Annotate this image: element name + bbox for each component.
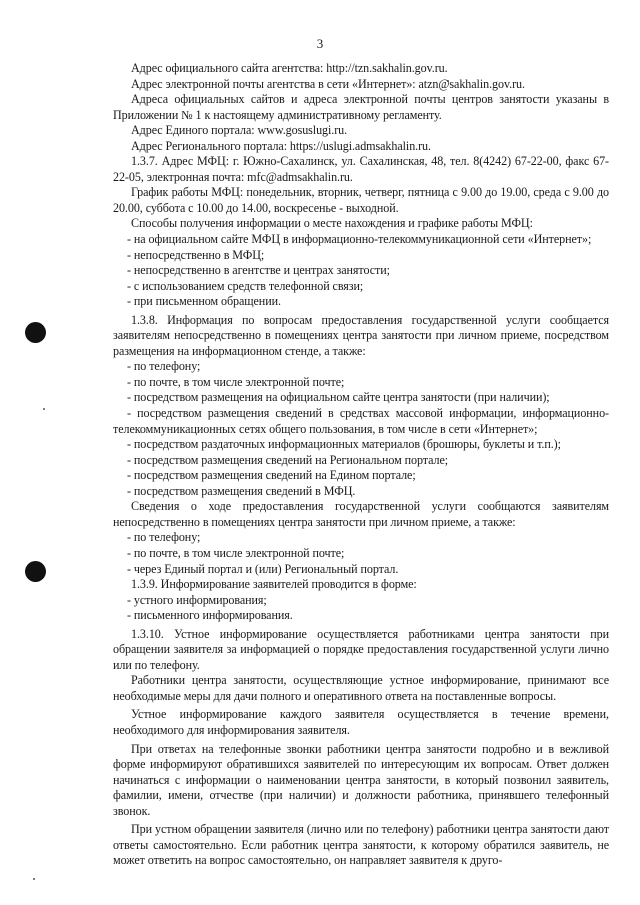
list-item: - при письменном обращении.: [127, 294, 281, 309]
paragraph: При ответах на телефонные звонки работники центра занятости подробно и в вежливой форме информируют обратившихся заявителей по интересующим их вопросам. Ответ должен начинаться с информации о наименовании центра занятости, в который позвонил заявитель, фамилии, имени, отчестве (при наличии) и должности работника, принявшего телефонный звонок.: [113, 741, 609, 818]
list-item: - устного информирования;: [127, 592, 267, 607]
list-item: - посредством размещения сведений в средствах массовой информации, информационно-телекоммуникационных сетях общего пользования, в том числе в сети «Интернет»;: [113, 406, 609, 436]
list-item: - через Единый портал и (или) Региональный портал.: [127, 561, 399, 576]
paragraph: Адрес официального сайта агентства: http://tzn.sakhalin.gov.ru.: [131, 61, 448, 75]
paragraph: При устном обращении заявителя (лично или по телефону) работники центра занятости дают ответы самостоятельно. Если работник центра занятости, к которому обратился заявитель, не может ответить на вопрос самостоятельно, он направляет заявителя к друго-: [113, 822, 609, 868]
paragraph: 1.3.9. Информирование заявителей проводится в форме:: [131, 577, 417, 592]
list-item: - непосредственно в МФЦ;: [127, 247, 265, 262]
paragraph: Адреса официальных сайтов и адреса электронной почты центров занятости указаны в Приложении № 1 к настоящему административному регламенту.: [113, 92, 609, 122]
list-item: - по телефону;: [127, 359, 201, 374]
scan-speck: [33, 878, 35, 880]
scan-speck: [43, 408, 45, 410]
list-item: - на официальном сайте МФЦ в информационно-телекоммуникационной сети «Интернет»;: [127, 232, 592, 247]
list-item: - по почте, в том числе электронной почте;: [127, 545, 345, 560]
paragraph: 1.3.7. Адрес МФЦ: г. Южно-Сахалинск, ул. Сахалинская, 48, тел. 8(4242) 67-22-00, факс 67-22-05, электронная почта: mfc@admsakhalin.ru.: [113, 154, 609, 184]
list-item: - посредством размещения на официальном сайте центра занятости (при наличии);: [127, 390, 550, 405]
paragraph: 1.3.8. Информация по вопросам предоставления государственной услуги сообщается заявителям непосредственно в помещениях центра занятости при личном приеме, посредством размещения на информационном стенде, а также:: [113, 312, 609, 358]
page-number: 3: [316, 36, 324, 51]
paragraph: Способы получения информации о месте нахождения и графике работы МФЦ:: [131, 216, 533, 231]
paragraph: Работники центра занятости, осуществляющие устное информирование, принимают все необходимые меры для дачи полного и оперативного ответа на поставленные вопросы.: [113, 673, 609, 703]
list-item: - посредством размещения сведений на Региональном портале;: [127, 452, 449, 467]
list-item: - с использованием средств телефонной связи;: [127, 278, 364, 293]
list-item: - посредством раздаточных информационных материалов (брошюры, буклеты и т.п.);: [127, 437, 561, 452]
list-item: - непосредственно в агентстве и центрах занятости;: [127, 263, 390, 278]
list-item: - посредством размещения сведений на Едином портале;: [127, 468, 416, 483]
list-item: - по телефону;: [127, 530, 201, 545]
paragraph: Устное информирование каждого заявителя осуществляется в течение времени, необходимого для информирования заявителя.: [113, 707, 609, 737]
punch-hole-mark: [25, 322, 46, 343]
list-item: - посредством размещения сведений в МФЦ.: [127, 483, 356, 498]
list-item: - письменного информирования.: [127, 608, 293, 623]
document-body: [113, 61, 609, 869]
punch-hole-mark: [25, 561, 46, 582]
paragraph: Адрес Единого портала: www.gosuslugi.ru.: [131, 123, 348, 138]
list-item: - по почте, в том числе электронной почте;: [127, 374, 345, 389]
paragraph: График работы МФЦ: понедельник, вторник, четверг, пятница с 9.00 до 19.00, среда с 9.00 до 20.00, суббота с 10.00 до 14.00, воскресенье - выходной.: [113, 185, 609, 215]
paragraph: 1.3.10. Устное информирование осуществляется работниками центра занятости при обращении заявителя за информацией о порядке предоставления государственной услуги лично или по телефону.: [113, 626, 609, 672]
paragraph: Адрес электронной почты агентства в сети «Интернет»: atzn@sakhalin.gov.ru.: [131, 76, 525, 91]
paragraph: Сведения о ходе предоставления государственной услуги сообщаются заявителям непосредственно в помещениях центра занятости при личном приеме, а также:: [113, 499, 609, 529]
paragraph: Адрес Регионального портала: https://uslugi.admsakhalin.ru.: [131, 138, 431, 153]
